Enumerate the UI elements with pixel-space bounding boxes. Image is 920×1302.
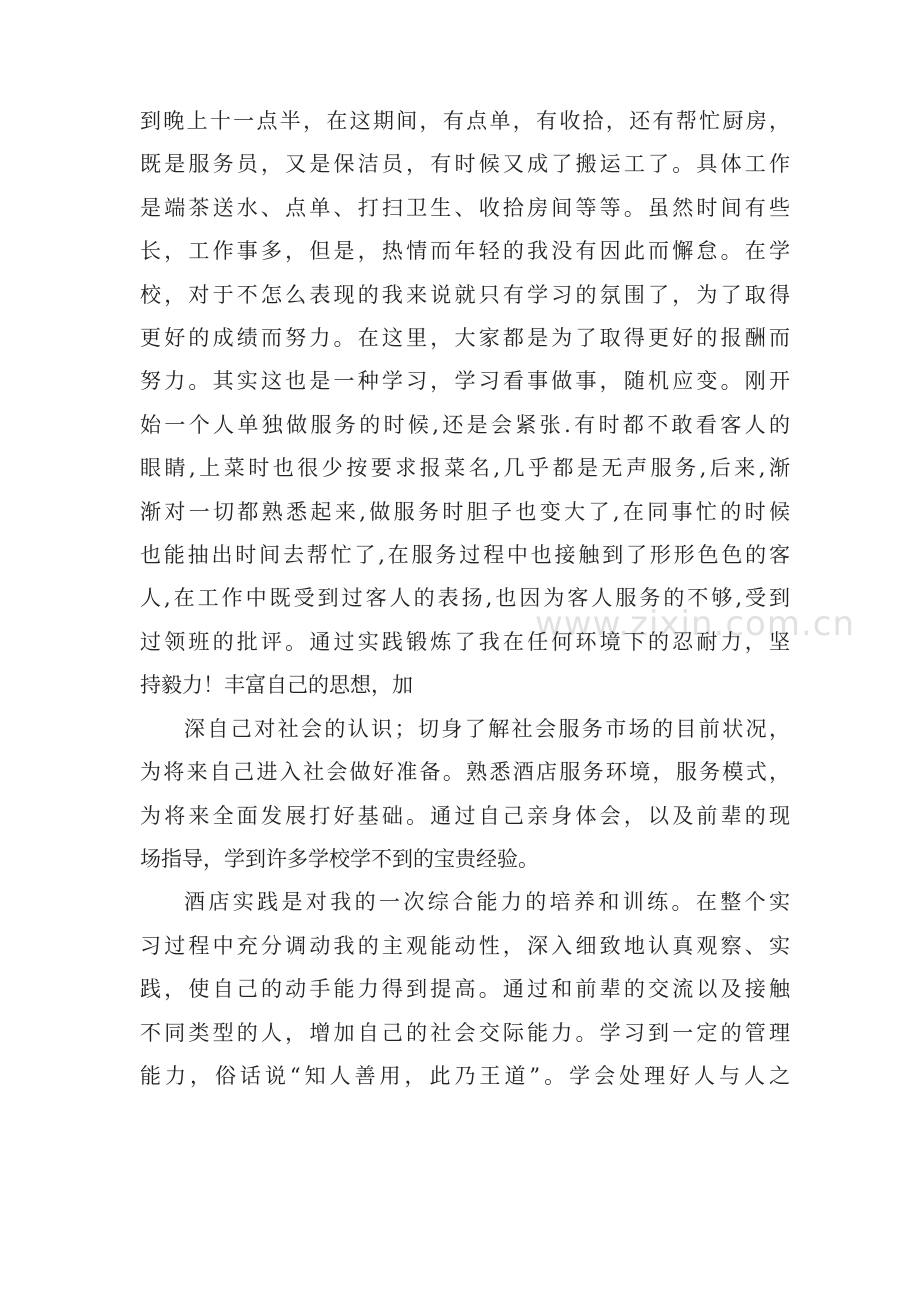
- text-line: 努力。其实这也是一种学习，学习看事做事，随机应变。刚开: [140, 369, 790, 394]
- text-line: 持毅力！丰富自己的思想，加: [140, 673, 413, 698]
- text-line: 更好的成绩而努力。在这里，大家都是为了取得更好的报酬而: [140, 326, 790, 351]
- text-line: 也能抽出时间去帮忙了,在服务过程中也接触到了形形色色的客: [140, 543, 790, 568]
- text-line: 场指导，学到许多学校学不到的宝贵经验。: [140, 846, 539, 871]
- text-line: 长，工作事多，但是，热情而年轻的我没有因此而懈怠。在学: [140, 239, 790, 264]
- paragraph-3: [140, 881, 790, 1098]
- text-line: 既是服务员，又是保洁员，有时候又成了搬运工了。具体工作: [140, 152, 790, 177]
- text-line: 渐对一切都熟悉起来,做服务时胆子也变大了,在同事忙的时候: [140, 499, 790, 524]
- text-line: 过领班的批评。通过实践锻炼了我在任何环境下的忍耐力，坚: [140, 629, 790, 654]
- text-line: 不同类型的人，增加自己的社会交际能力。学习到一定的管理: [140, 1020, 790, 1045]
- text-line: 为将来全面发展打好基础。通过自己亲身体会，以及前辈的现: [140, 803, 790, 828]
- text-line: 眼睛,上菜时也很少按要求报菜名,几乎都是无声服务,后来,渐: [140, 456, 790, 481]
- watermark: www.zixin.com.cn: [535, 604, 855, 644]
- text-line: 为将来自己进入社会做好准备。熟悉酒店服务环境，服务模式，: [140, 760, 790, 785]
- text-line: 始一个人单独做服务的时候,还是会紧张.有时都不敢看客人的: [140, 412, 790, 437]
- text-line: 酒店实践是对我的一次综合能力的培养和训练。在整个实: [184, 890, 790, 915]
- text-line: 践，使自己的动手能力得到提高。通过和前辈的交流以及接触: [140, 977, 790, 1002]
- paragraph-1: [140, 100, 790, 708]
- paragraph-2: [140, 708, 790, 882]
- text-line: 校，对于不怎么表现的我来说就只有学习的氛围了，为了取得: [140, 282, 790, 307]
- body-text: [140, 100, 790, 1098]
- text-line: 能力，俗话说“知人善用，此乃王道”。学会处理好人与人之: [140, 1063, 790, 1088]
- text-line: 人,在工作中既受到过客人的表扬,也因为客人服务的不够,受到: [140, 586, 790, 611]
- text-line: 是端茶送水、点单、打扫卫生、收拾房间等等。虽然时间有些: [140, 195, 790, 220]
- text-line: 深自己对社会的认识；切身了解社会服务市场的目前状况，: [184, 716, 790, 741]
- text-line: 习过程中充分调动我的主观能动性，深入细致地认真观察、实: [140, 933, 790, 958]
- text-line: 到晚上十一点半，在这期间，有点单，有收拾，还有帮忙厨房，: [140, 109, 790, 133]
